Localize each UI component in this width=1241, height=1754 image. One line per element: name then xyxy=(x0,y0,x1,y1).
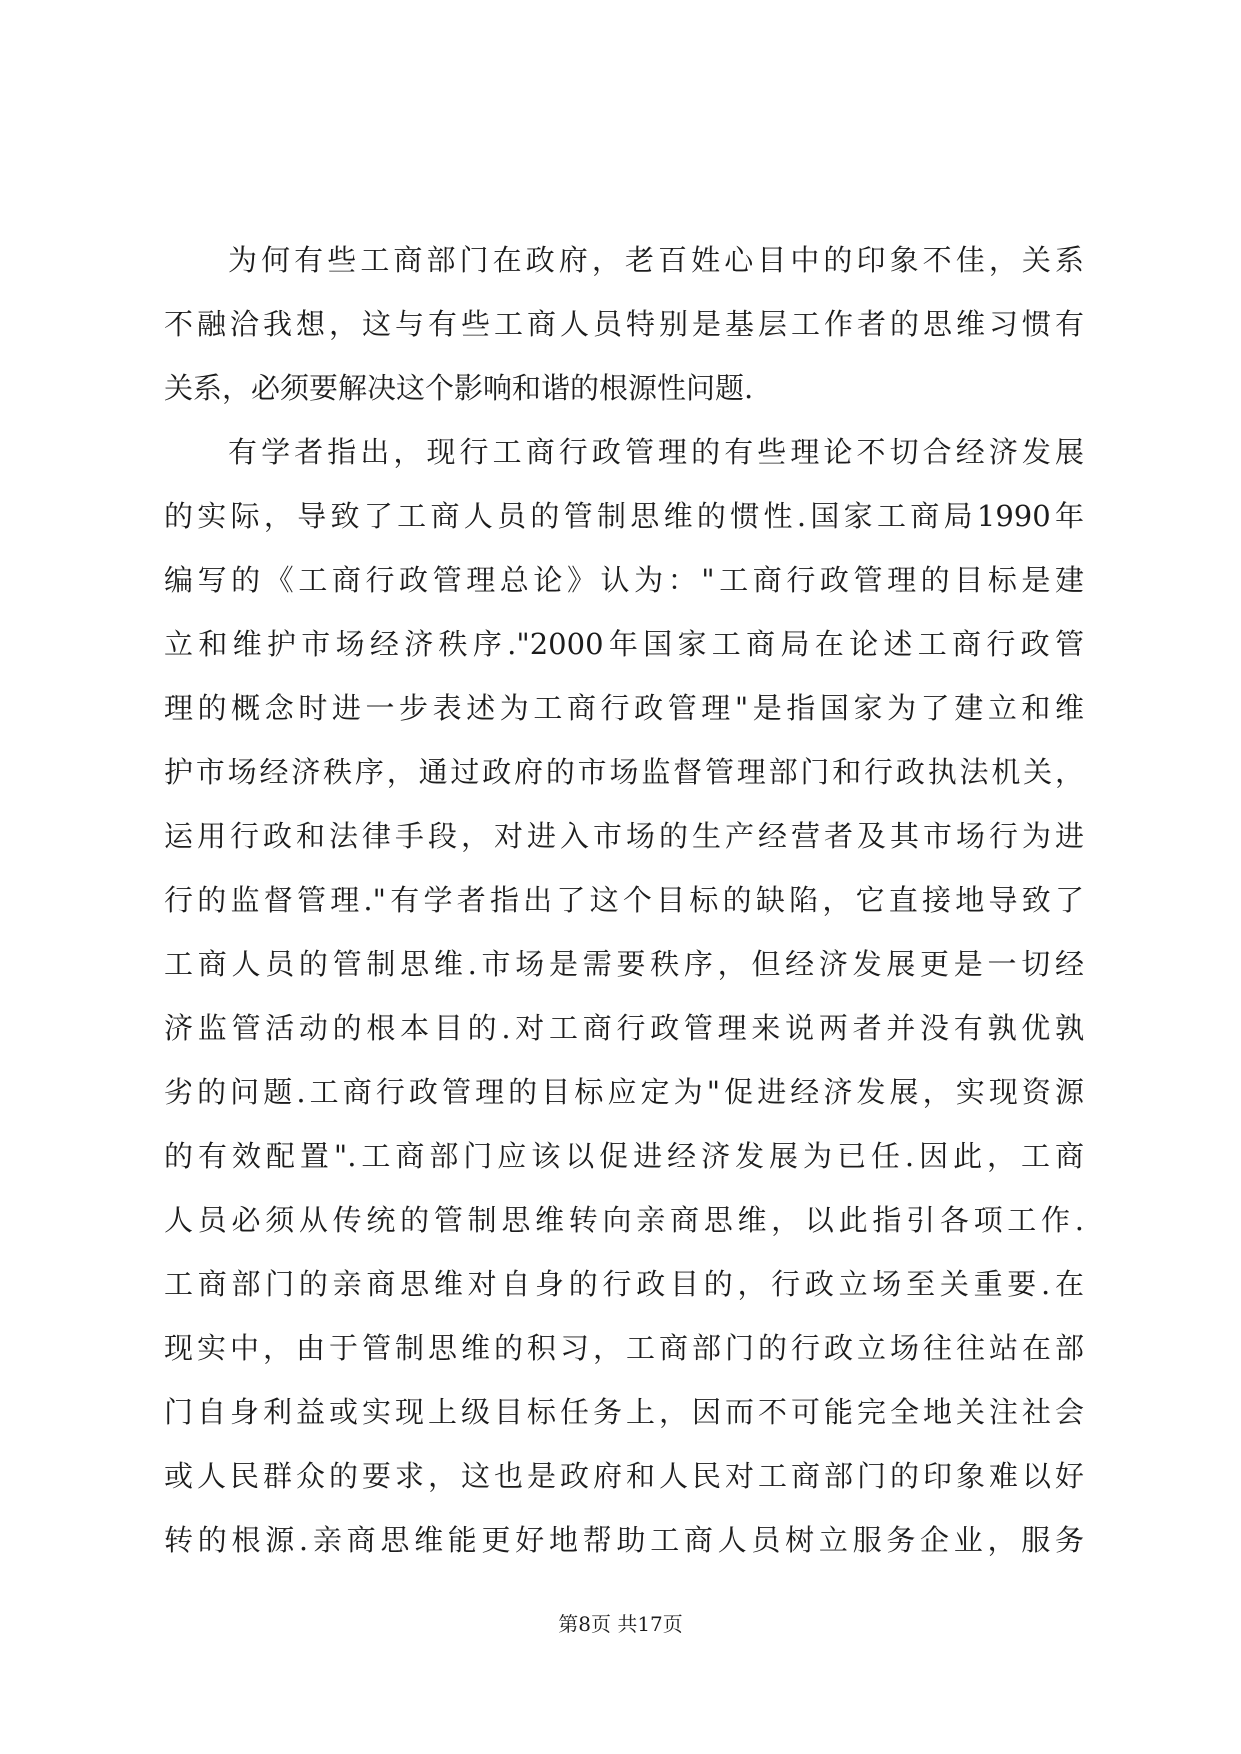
text-line: 工商部门的亲商思维对自身的行政目的，行政立场至关重要.在 xyxy=(164,1267,1084,1301)
text-line: 转的根源.亲商思维能更好地帮助工商人员树立服务企业，服务 xyxy=(164,1523,1084,1557)
text-line: 不融洽我想，这与有些工商人员特别是基层工作者的思维习惯有 xyxy=(164,307,1084,341)
paragraph-1 xyxy=(164,228,1084,420)
text-line: 护市场经济秩序，通过政府的市场监督管理部门和行政执法机关， xyxy=(164,755,1084,789)
text-line: 有学者指出，现行工商行政管理的有些理论不切合经济发展 xyxy=(228,435,1084,469)
text-line: 理的概念时进一步表述为工商行政管理"是指国家为了建立和维 xyxy=(164,691,1084,725)
text-line: 现实中，由于管制思维的积习，工商部门的行政立场往往站在部 xyxy=(164,1331,1084,1365)
text-line: 关系，必须要解决这个影响和谐的根源性问题. xyxy=(164,371,754,405)
text-line: 的有效配置".工商部门应该以促进经济发展为已任.因此，工商 xyxy=(164,1139,1084,1173)
page-number-footer: 第8页 共17页 xyxy=(558,1612,683,1636)
text-line: 编写的《工商行政管理总论》认为："工商行政管理的目标是建 xyxy=(164,563,1084,597)
text-line: 立和维护市场经济秩序."2000年国家工商局在论述工商行政管 xyxy=(164,627,1084,661)
text-line: 行的监督管理."有学者指出了这个目标的缺陷，它直接地导致了 xyxy=(164,883,1084,917)
paragraph-2 xyxy=(164,420,1084,1636)
text-line: 运用行政和法律手段，对进入市场的生产经营者及其市场行为进 xyxy=(164,819,1084,853)
text-line: 工商人员的管制思维.市场是需要秩序，但经济发展更是一切经 xyxy=(164,947,1084,981)
text-line: 门自身利益或实现上级目标任务上，因而不可能完全地关注社会 xyxy=(164,1395,1084,1429)
text-line: 人员必须从传统的管制思维转向亲商思维，以此指引各项工作. xyxy=(164,1203,1084,1237)
text-line: 劣的问题.工商行政管理的目标应定为"促进经济发展，实现资源 xyxy=(164,1075,1084,1109)
text-line: 或人民群众的要求，这也是政府和人民对工商部门的印象难以好 xyxy=(164,1459,1084,1493)
text-line: 为何有些工商部门在政府，老百姓心目中的印象不佳，关系 xyxy=(228,243,1084,277)
body-text xyxy=(164,228,1084,1636)
text-line: 济监管活动的根本目的.对工商行政管理来说两者并没有孰优孰 xyxy=(164,1011,1084,1045)
text-line: 的实际，导致了工商人员的管制思维的惯性.国家工商局1990年 xyxy=(164,499,1084,533)
